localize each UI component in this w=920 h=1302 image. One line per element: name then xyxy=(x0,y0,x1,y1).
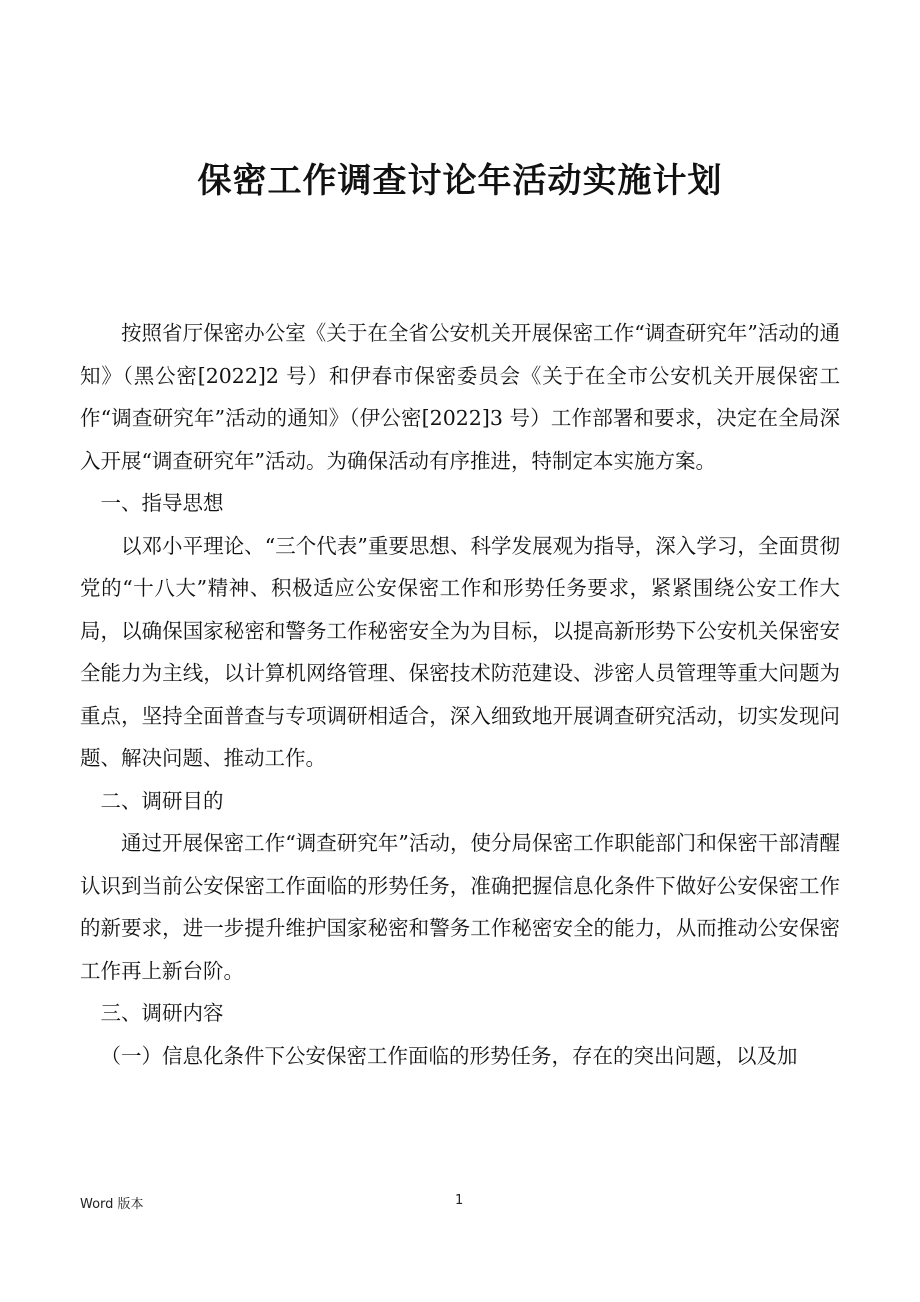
document-body xyxy=(80,312,840,1077)
document-title: 保密工作调查讨论年活动实施计划 xyxy=(197,160,723,201)
section-heading-research-purpose: 二、调研目的 xyxy=(100,788,224,813)
research-purpose-paragraph: 通过开展保密工作“调查研究年”活动，使分局保密工作职能部门和保密干部清醒认识到当前公安保密工作面临的形势任务，准确把握信息化条件下做好公安保密工作的新要求，进一步提升维护国家秘密和警务工作秘密安全的能力，从而推动公安保密工作再上新台阶。 xyxy=(80,831,840,983)
guiding-ideology-paragraph: 以邓小平理论、“三个代表”重要思想、科学发展观为指导，深入学习，全面贯彻党的“十八大”精神、积极适应公安保密工作和形势任务要求，紧紧围绕公安工作大局，以确保国家秘密和警务工作秘密安全为为目标，以提高新形势下公安机关保密安全能力为主线，以计算机网络管理、保密技术防范建设、涉密人员管理等重大问题为重点，坚持全面普查与专项调研相适合，深入细致地开展调查研究活动，切实发现问题、解决问题、推动工作。 xyxy=(80,533,840,770)
section-heading-guiding-ideology: 一、指导思想 xyxy=(100,491,224,515)
research-content-item-1: （一）信息化条件下公安保密工作面临的形势任务，存在的突出问题，以及加 xyxy=(100,1043,798,1068)
footer-version-label: Word 版本 xyxy=(80,1197,144,1212)
page-footer xyxy=(80,1193,840,1213)
intro-paragraph: 按照省厅保密办公室《关于在全省公安机关开展保密工作“调查研究年”活动的通知》（黑公密[2022]2 号）和伊春市保密委员会《关于在全市公安机关开展保密工作“调查研究年”活动的通知》（伊公密[2022]3 号）工作部署和要求，决定在全局深入开展“调查研究年”活动。为确保活动有序推进，特制定本实施方案。 xyxy=(80,321,840,473)
footer-page-number: 1 xyxy=(455,1193,464,1208)
section-heading-research-content: 三、调研内容 xyxy=(100,1001,224,1025)
